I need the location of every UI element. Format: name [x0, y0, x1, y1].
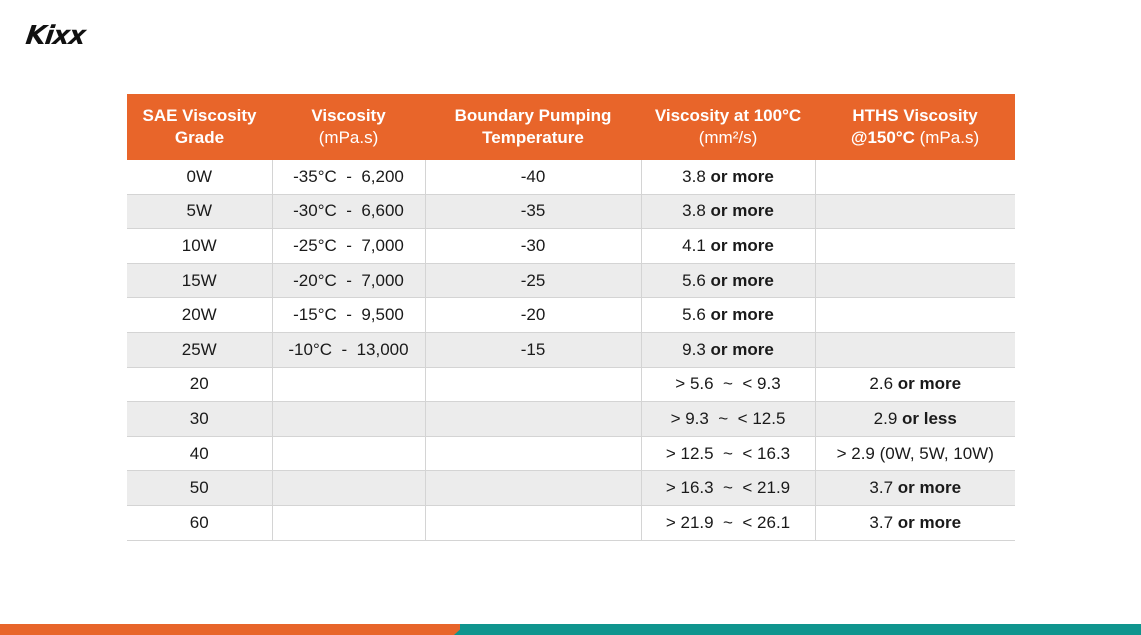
table-row [127, 402, 1015, 437]
cell-pumping-temp-text: -15 [520, 339, 546, 359]
table-row [127, 471, 1015, 506]
cell-viscosity-100c-text: or more [705, 270, 774, 290]
cell-grade-text: 10W [181, 235, 217, 255]
cell-pumping-temp [425, 229, 641, 264]
cell-viscosity-100c-text: 5.6 [682, 305, 706, 325]
cell-hths [815, 229, 1015, 264]
header-sae-grade: SAE Viscosity Grade [127, 94, 272, 160]
cell-hths [815, 367, 1015, 402]
table-row [127, 367, 1015, 402]
cell-grade-text: 15W [181, 270, 217, 290]
cell-grade-text: 30 [189, 408, 209, 428]
table-row [127, 194, 1015, 229]
cell-pumping-temp [425, 263, 641, 298]
cell-grade-text: 50 [189, 478, 209, 498]
cell-grade-text: 0W [186, 166, 212, 186]
cell-hths [815, 471, 1015, 506]
cell-grade [127, 229, 272, 264]
cell-viscosity [272, 332, 425, 367]
cell-viscosity-100c [641, 471, 815, 506]
cell-hths [815, 194, 1015, 229]
header-viscosity: Viscosity (mPa.s) [272, 94, 425, 160]
cell-viscosity-100c [641, 332, 815, 367]
cell-viscosity-100c-text: > 9.3 ~ < 12.5 [670, 408, 786, 428]
cell-hths-text: 2.6 [869, 374, 894, 394]
cell-grade [127, 263, 272, 298]
cell-hths [815, 436, 1015, 471]
cell-grade [127, 332, 272, 367]
sae-viscosity-table [127, 94, 1015, 541]
cell-pumping-temp [425, 298, 641, 333]
cell-viscosity-text: -30°C - 6,600 [293, 201, 404, 221]
cell-viscosity-100c-text: > 5.6 ~ < 9.3 [675, 374, 781, 394]
cell-hths [815, 298, 1015, 333]
cell-grade-text: 60 [189, 512, 209, 532]
cell-pumping-temp-text: -25 [520, 270, 546, 290]
cell-hths [815, 402, 1015, 437]
cell-viscosity [272, 263, 425, 298]
cell-grade-text: 25W [181, 339, 217, 359]
cell-viscosity-text: -35°C - 6,200 [293, 166, 404, 186]
cell-pumping-temp [425, 160, 641, 194]
cell-viscosity-100c [641, 229, 815, 264]
cell-grade [127, 505, 272, 540]
cell-viscosity-100c-text: or more [705, 235, 774, 255]
cell-viscosity-100c-text: or more [705, 201, 774, 221]
cell-viscosity-100c [641, 298, 815, 333]
cell-viscosity-text: -15°C - 9,500 [293, 305, 404, 325]
cell-viscosity [272, 298, 425, 333]
cell-grade [127, 402, 272, 437]
cell-viscosity-100c-text: or more [705, 166, 774, 186]
cell-hths-text: or more [893, 478, 962, 498]
cell-grade-text: 40 [189, 443, 209, 463]
cell-viscosity-100c-text: 5.6 [682, 270, 706, 290]
cell-viscosity-100c-text: 9.3 [682, 339, 706, 359]
cell-viscosity-100c [641, 367, 815, 402]
kixx-logo: Kixx [23, 21, 87, 51]
table-row [127, 298, 1015, 333]
cell-viscosity [272, 229, 425, 264]
cell-hths [815, 332, 1015, 367]
cell-grade [127, 194, 272, 229]
cell-pumping-temp [425, 505, 641, 540]
cell-viscosity-100c-text: or more [705, 305, 774, 325]
cell-hths-text: or less [897, 408, 957, 428]
cell-viscosity-100c [641, 160, 815, 194]
table-header-row [127, 94, 1015, 160]
cell-pumping-temp-text: -30 [520, 235, 546, 255]
cell-viscosity [272, 436, 425, 471]
cell-viscosity [272, 471, 425, 506]
cell-hths-text: > 2.9 (0W, 5W, 10W) [836, 443, 994, 463]
cell-viscosity-text: -25°C - 7,000 [293, 235, 404, 255]
cell-grade [127, 367, 272, 402]
cell-hths-text: or more [893, 374, 962, 394]
cell-pumping-temp [425, 332, 641, 367]
cell-pumping-temp [425, 471, 641, 506]
header-viscosity-100c: Viscosity at 100°C (mm²/s) [641, 94, 815, 160]
cell-hths-text: or more [893, 512, 962, 532]
cell-hths-text: 3.7 [869, 478, 894, 498]
cell-viscosity-100c-text: > 21.9 ~ < 26.1 [665, 512, 791, 532]
cell-grade-text: 5W [186, 201, 212, 221]
cell-viscosity-100c-text: 3.8 [682, 201, 706, 221]
cell-hths-text: 2.9 [873, 408, 898, 428]
table-row [127, 229, 1015, 264]
cell-viscosity [272, 505, 425, 540]
table-row [127, 332, 1015, 367]
cell-viscosity-100c [641, 505, 815, 540]
cell-viscosity-100c [641, 194, 815, 229]
cell-grade [127, 471, 272, 506]
cell-viscosity-100c-text: 3.8 [682, 166, 706, 186]
cell-pumping-temp [425, 436, 641, 471]
table-row [127, 263, 1015, 298]
cell-viscosity-100c-text: > 12.5 ~ < 16.3 [665, 443, 791, 463]
cell-hths [815, 160, 1015, 194]
cell-hths [815, 505, 1015, 540]
table-body [127, 160, 1015, 540]
cell-viscosity-text: -10°C - 13,000 [288, 339, 409, 359]
cell-pumping-temp-text: -35 [520, 201, 546, 221]
table-row [127, 160, 1015, 194]
cell-viscosity [272, 367, 425, 402]
cell-pumping-temp [425, 194, 641, 229]
cell-hths-text: 3.7 [869, 512, 894, 532]
footer-stripe-teal [460, 624, 1141, 635]
header-boundary-pumping: Boundary Pumping Temperature [425, 94, 641, 160]
cell-viscosity [272, 402, 425, 437]
cell-viscosity-100c [641, 402, 815, 437]
cell-grade-text: 20 [189, 374, 209, 394]
table-row [127, 505, 1015, 540]
cell-viscosity [272, 194, 425, 229]
cell-pumping-temp-text: -40 [520, 166, 546, 186]
footer-stripe-orange [0, 624, 460, 635]
cell-viscosity-100c-text: 4.1 [682, 235, 706, 255]
table-row [127, 436, 1015, 471]
cell-grade-text: 20W [181, 305, 217, 325]
cell-viscosity-100c [641, 263, 815, 298]
cell-viscosity-100c-text: > 16.3 ~ < 21.9 [665, 478, 791, 498]
cell-grade [127, 436, 272, 471]
cell-hths [815, 263, 1015, 298]
cell-pumping-temp [425, 402, 641, 437]
header-hths-viscosity: HTHS Viscosity @150°C (mPa.s) [815, 94, 1015, 160]
cell-pumping-temp [425, 367, 641, 402]
cell-grade [127, 160, 272, 194]
cell-viscosity-text: -20°C - 7,000 [293, 270, 404, 290]
cell-pumping-temp-text: -20 [520, 305, 546, 325]
cell-viscosity-100c [641, 436, 815, 471]
cell-viscosity-100c-text: or more [705, 339, 774, 359]
cell-grade [127, 298, 272, 333]
cell-viscosity [272, 160, 425, 194]
